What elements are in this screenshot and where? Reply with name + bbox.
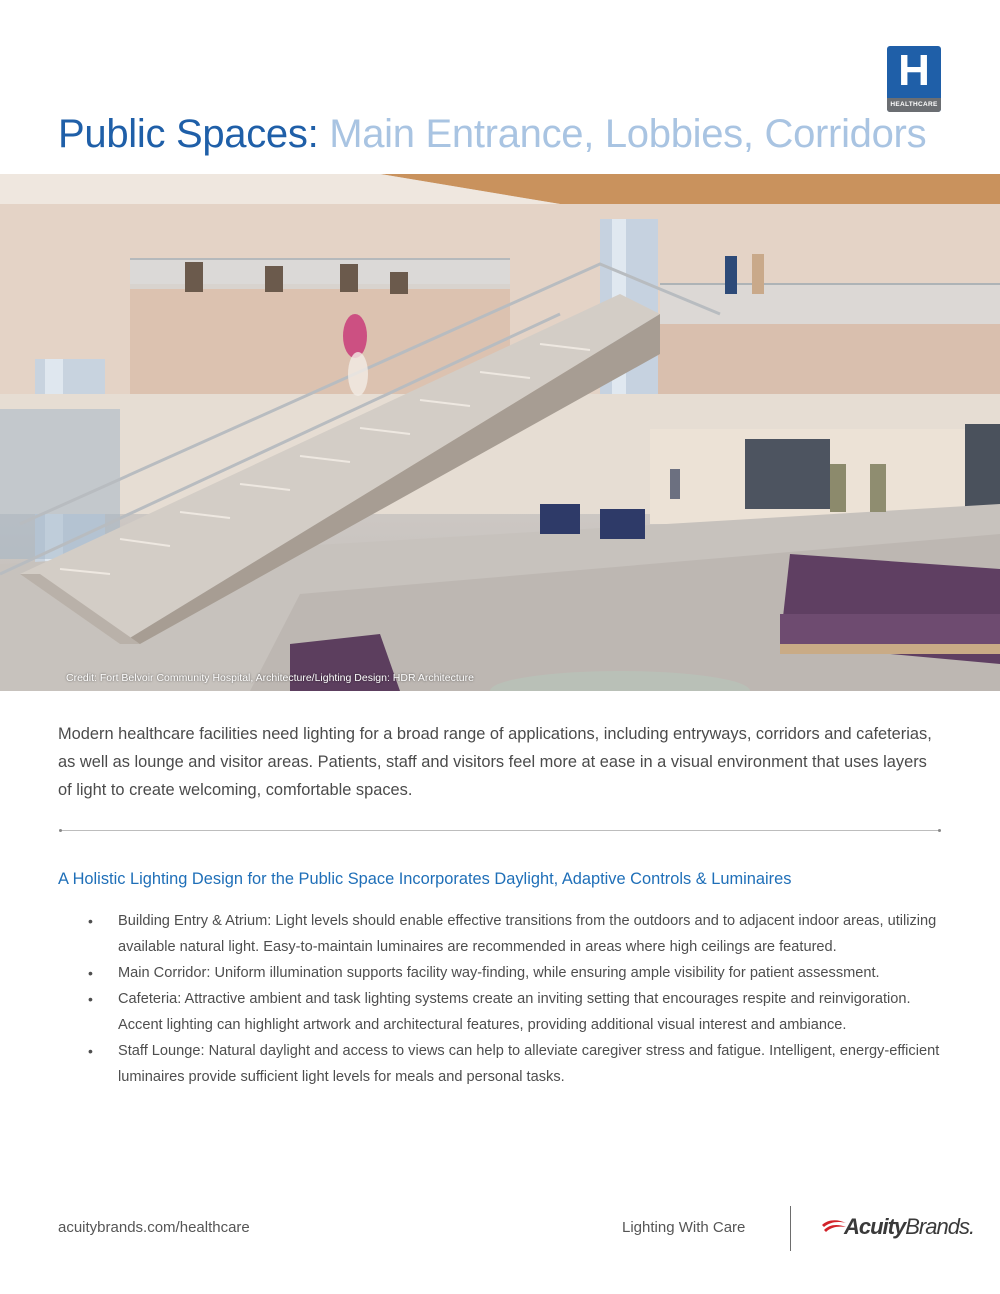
list-item <box>58 986 943 1038</box>
bullet-dot: • <box>88 913 93 929</box>
bullet-text: Staff Lounge: Natural daylight and access to views can help to alleviate caregiver stress and fatigue. Intelligent, energy-efficient luminaires provide sufficient light levels for meals and personal tasks. <box>118 1043 940 1085</box>
atrium-illustration <box>0 174 1000 691</box>
bullet-dot: • <box>88 991 93 1007</box>
footer-tagline: Lighting With Care <box>622 1219 746 1236</box>
bullet-list <box>58 908 943 1090</box>
list-item <box>58 1038 943 1090</box>
logo-text-light: Brands. <box>905 1214 975 1239</box>
page-title-main: Public Spaces: <box>58 112 319 156</box>
footer-separator <box>790 1206 791 1251</box>
bullet-text: Main Corridor: Uniform illumination supports facility way-finding, while ensuring ample visibility for patient assessment. <box>118 965 880 981</box>
badge-label: HEALTHCARE <box>887 98 941 112</box>
page-title <box>58 112 926 157</box>
section-heading: A Holistic Lighting Design for the Public Space Incorporates Daylight, Adaptive Controls & Luminaires <box>58 870 792 888</box>
logo-text-bold: Acuity <box>844 1214 906 1239</box>
footer-url[interactable]: acuitybrands.com/healthcare <box>58 1219 250 1236</box>
logo-text <box>844 1214 974 1240</box>
bullet-dot: • <box>88 1043 93 1059</box>
photo-credit: Credit: Fort Belvoir Community Hospital, Architecture/Lighting Design: HDR Architecture <box>66 672 474 684</box>
healthcare-badge <box>887 46 941 112</box>
page-title-sub: Main Entrance, Lobbies, Corridors <box>329 112 927 156</box>
list-item <box>58 960 943 986</box>
badge-letter: H <box>898 46 930 95</box>
list-item <box>58 908 943 960</box>
atrium-photo <box>0 174 1000 691</box>
section-divider <box>60 830 940 831</box>
bullet-text: Building Entry & Atrium: Light levels should enable effective transitions from the outdoors and to adjacent indoor areas, utilizing available natural light. Easy-to-maintain luminaires are recommended in areas where high ceilings are featured. <box>118 913 937 955</box>
bullet-text: Cafeteria: Attractive ambient and task lighting systems create an inviting setting that encourages respite and reinvigoration. Accent lighting can highlight artwork and architectural features, providing additional visual interest and ambiance. <box>118 991 911 1033</box>
acuity-brands-logo <box>820 1214 975 1240</box>
intro-paragraph: Modern healthcare facilities need lighting for a broad range of applications, including entryways, corridors and cafeterias, as well as lounge and visitor areas. Patients, staff and visitors feel more at ease in a visual environment that uses layers of light to create welcoming, comfortable spaces. <box>58 725 932 799</box>
bullet-dot: • <box>88 965 93 981</box>
